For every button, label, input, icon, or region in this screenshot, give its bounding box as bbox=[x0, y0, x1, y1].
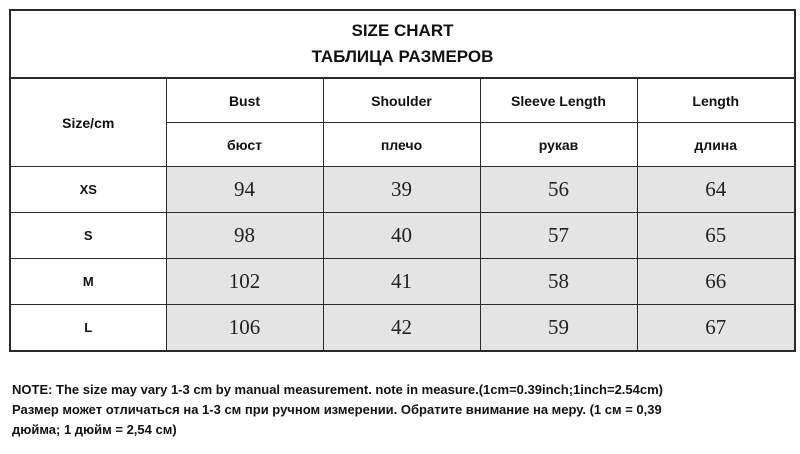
size-label: M bbox=[11, 259, 166, 305]
header-bust: Bust bbox=[166, 79, 323, 123]
chart-title bbox=[11, 11, 794, 79]
measurement-note bbox=[12, 380, 792, 440]
sleeve-value: 56 bbox=[480, 167, 637, 213]
header-shoulder-ru: плечо bbox=[323, 123, 480, 167]
table-row-m bbox=[11, 259, 794, 305]
shoulder-value: 39 bbox=[323, 167, 480, 213]
note-russian-line2: дюйма; 1 дюйм = 2,54 см) bbox=[12, 422, 177, 437]
table-row-l bbox=[11, 305, 794, 351]
shoulder-value: 41 bbox=[323, 259, 480, 305]
shoulder-value: 42 bbox=[323, 305, 480, 351]
size-label: L bbox=[11, 305, 166, 351]
header-bust-ru: бюст bbox=[166, 123, 323, 167]
size-column-header: Size/cm bbox=[11, 79, 166, 167]
size-label: XS bbox=[11, 167, 166, 213]
header-length-ru: длина bbox=[637, 123, 794, 167]
title-russian: ТАБЛИЦА РАЗМЕРОВ bbox=[311, 47, 494, 66]
size-label: S bbox=[11, 213, 166, 259]
size-table bbox=[11, 79, 794, 350]
sleeve-value: 59 bbox=[480, 305, 637, 351]
sleeve-value: 58 bbox=[480, 259, 637, 305]
length-value: 67 bbox=[637, 305, 794, 351]
header-sleeve-ru: рукав bbox=[480, 123, 637, 167]
length-value: 64 bbox=[637, 167, 794, 213]
length-value: 65 bbox=[637, 213, 794, 259]
bust-value: 94 bbox=[166, 167, 323, 213]
note-russian-line1: Размер может отличаться на 1-3 см при ручном измерении. Обратите внимание на меру. (1 см = 0,39 bbox=[12, 402, 662, 417]
header-shoulder: Shoulder bbox=[323, 79, 480, 123]
bust-value: 98 bbox=[166, 213, 323, 259]
bust-value: 106 bbox=[166, 305, 323, 351]
table-row-s bbox=[11, 213, 794, 259]
header-sleeve-length: Sleeve Length bbox=[480, 79, 637, 123]
header-row-english bbox=[11, 79, 794, 123]
note-english: NOTE: The size may vary 1-3 cm by manual measurement. note in measure.(1cm=0.39inch;1inch=2.54cm) bbox=[12, 382, 663, 397]
sleeve-value: 57 bbox=[480, 213, 637, 259]
bust-value: 102 bbox=[166, 259, 323, 305]
title-english: SIZE CHART bbox=[351, 21, 454, 40]
length-value: 66 bbox=[637, 259, 794, 305]
header-length: Length bbox=[637, 79, 794, 123]
shoulder-value: 40 bbox=[323, 213, 480, 259]
table-row-xs bbox=[11, 167, 794, 213]
size-chart bbox=[9, 9, 796, 352]
